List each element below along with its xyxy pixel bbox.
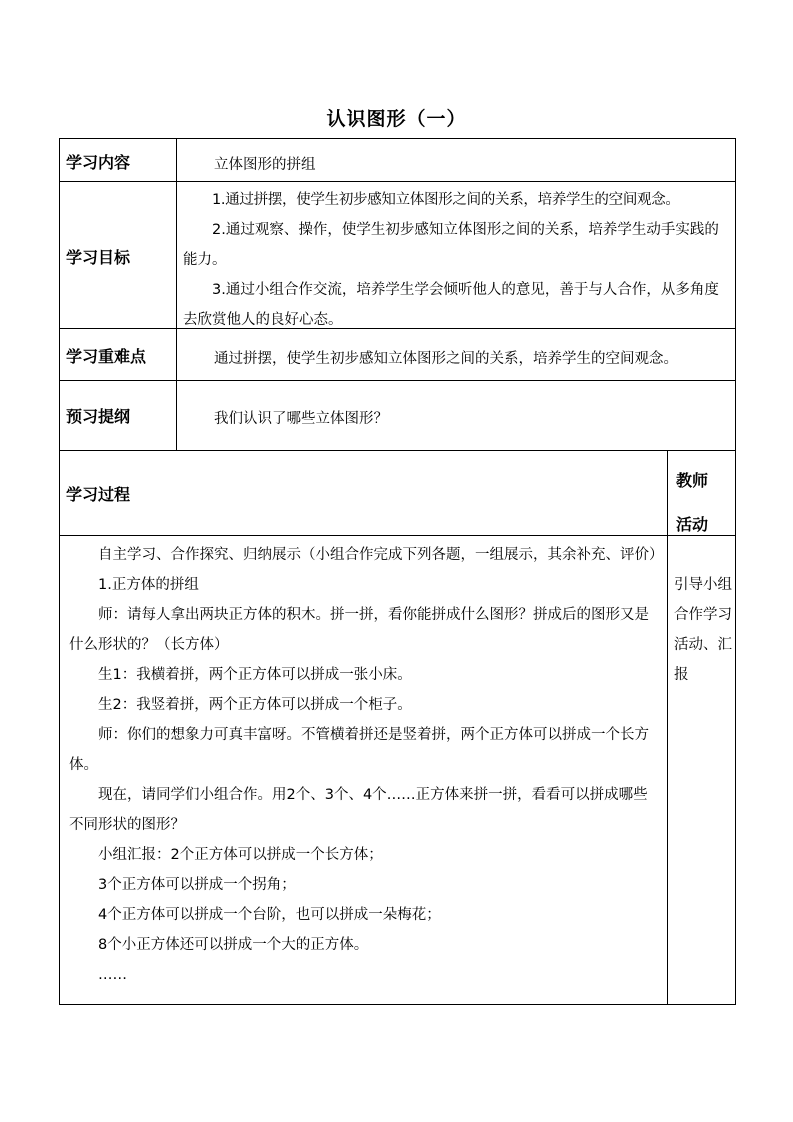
process-paragraph: …… xyxy=(98,967,127,983)
teacher-activity-text: 引导小组合作学习活动、汇报 xyxy=(674,577,732,683)
process-paragraph: 小组汇报：2个正方体可以拼成一个长方体； xyxy=(98,847,383,863)
goal-item: 3.通过小组合作交流，培养学生学会倾听他人的意见，善于与人合作，从多角度去欣赏他人的良好心态。 xyxy=(183,282,719,328)
process-body xyxy=(69,540,664,990)
row-divider xyxy=(59,380,736,381)
process-paragraph: 师：你们的想象力可真丰富呀。不管横着拼还是竖着拼，两个正方体可以拼成一个长方体。 xyxy=(69,727,649,773)
row-divider xyxy=(59,450,736,451)
teacher-activity-header-line: 活动 xyxy=(676,515,709,534)
column-divider xyxy=(176,138,177,450)
column-divider xyxy=(667,450,668,1005)
key-points-label: 学习重难点 xyxy=(66,347,147,366)
page-title: 认识图形（一） xyxy=(326,108,467,130)
process-paragraph: 师：请每人拿出两块正方体的积木。拼一拼，看你能拼成什么图形？拼成后的图形又是什么形状的？（长方体） xyxy=(69,607,649,653)
row-divider xyxy=(59,535,736,536)
goal-item: 2.通过观察、操作，使学生初步感知立体图形之间的关系，培养学生动手实践的能力。 xyxy=(183,222,719,268)
teacher-activity-header xyxy=(676,459,708,547)
teacher-activity-header-line: 教师 xyxy=(676,471,709,490)
goal-item: 1.通过拼摆，使学生初步感知立体图形之间的关系，培养学生的空间观念。 xyxy=(212,192,680,208)
process-label: 学习过程 xyxy=(66,485,131,504)
row-divider xyxy=(59,181,736,182)
process-paragraph: 3个正方体可以拼成一个拐角； xyxy=(98,877,296,893)
content-label: 学习内容 xyxy=(66,153,131,172)
preview-label: 预习提纲 xyxy=(66,407,131,426)
content-text: 立体图形的拼组 xyxy=(214,157,316,173)
process-paragraph: 现在，请同学们小组合作。用2个、3个、4个……正方体来拼一拼，看看可以拼成哪些不同形状的图形？ xyxy=(69,787,648,833)
process-paragraph: 1.正方体的拼组 xyxy=(98,577,199,593)
process-paragraph: 生2：我竖着拼，两个正方体可以拼成一个柜子。 xyxy=(98,697,412,713)
process-paragraph: 生1：我横着拼，两个正方体可以拼成一张小床。 xyxy=(98,667,412,683)
key-points-text: 通过拼摆，使学生初步感知立体图形之间的关系，培养学生的空间观念。 xyxy=(214,351,678,367)
process-paragraph: 8个小正方体还可以拼成一个大的正方体。 xyxy=(98,937,369,953)
process-paragraph: 4个正方体可以拼成一个台阶，也可以拼成一朵梅花； xyxy=(98,907,441,923)
process-paragraph: 自主学习、合作探究、归纳展示（小组合作完成下列各题，一组展示，其余补充、评价） xyxy=(98,547,664,563)
goals-label: 学习目标 xyxy=(66,248,131,267)
preview-text: 我们认识了哪些立体图形？ xyxy=(214,411,388,427)
goals-list xyxy=(183,185,731,335)
